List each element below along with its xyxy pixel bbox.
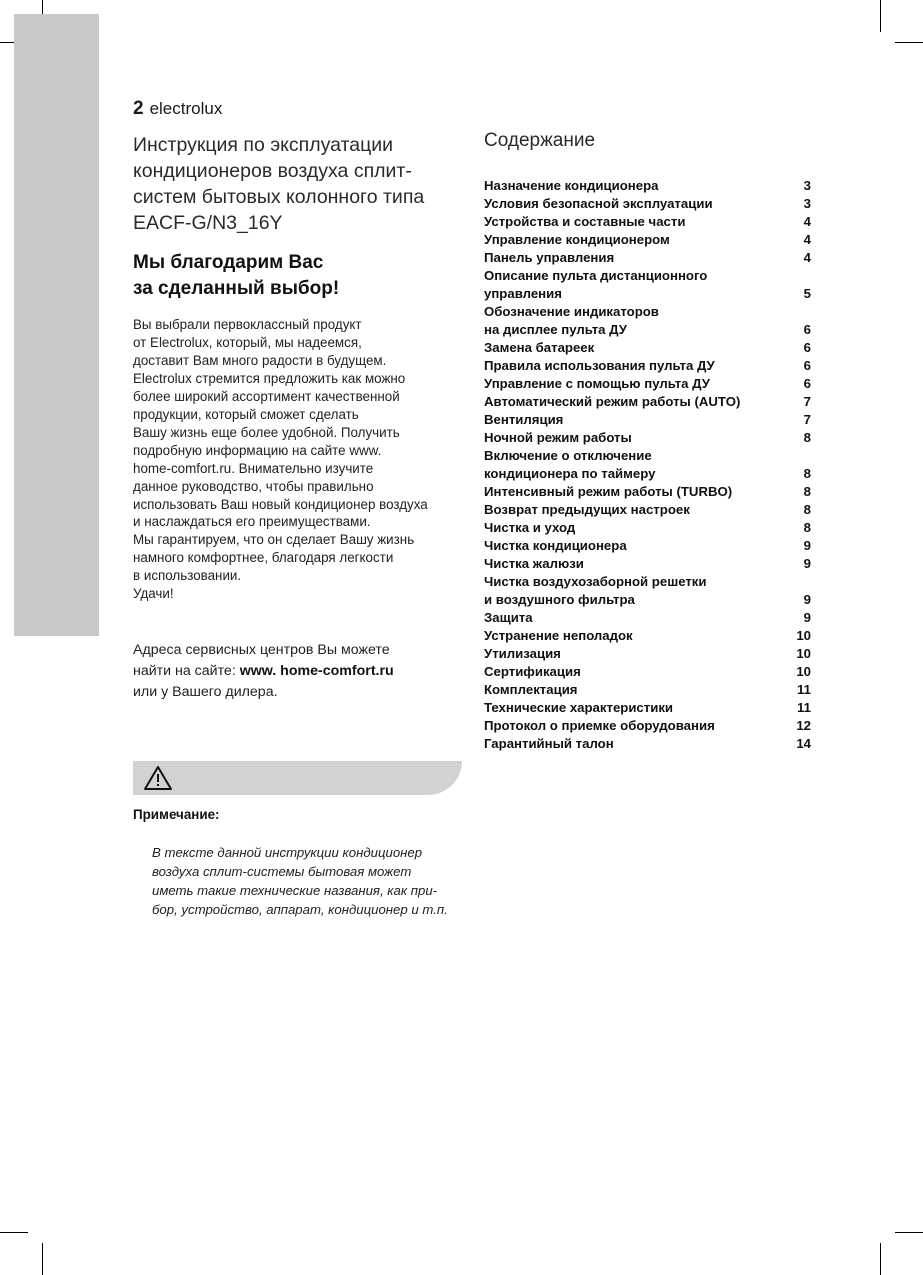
- toc-entry[interactable]: [484, 645, 811, 663]
- toc-entry-page: 10: [796, 646, 811, 661]
- toc-entry[interactable]: [484, 591, 811, 609]
- intro-line: Удачи!: [133, 586, 174, 602]
- toc-entry-page: 4: [803, 250, 811, 265]
- toc-entry-title: Автоматический режим работы (AUTO): [484, 394, 741, 409]
- toc-entry-title: Протокол о приемке оборудования: [484, 718, 715, 733]
- page-number: 2: [133, 98, 144, 119]
- toc-entry-page: 4: [803, 214, 811, 229]
- toc-entry[interactable]: [484, 429, 811, 447]
- toc-entry[interactable]: [484, 357, 811, 375]
- toc-entry[interactable]: [484, 555, 811, 573]
- toc-entry-title: Интенсивный режим работы (TURBO): [484, 484, 733, 499]
- toc-entry-title: Ночной режим работы: [484, 430, 632, 445]
- toc-entry-page: 8: [803, 502, 811, 517]
- service-line: Адреса сервисных центров Вы можете: [133, 642, 390, 658]
- side-color-bar: [14, 14, 99, 636]
- intro-line: Вы выбрали первоклассный продукт: [133, 317, 362, 332]
- toc-entry-page: 6: [803, 322, 811, 337]
- note-line: бор, устройство, аппарат, кондиционер и т.п.: [152, 902, 448, 917]
- service-line-prefix: найти на сайте:: [133, 663, 240, 679]
- service-line: [133, 661, 394, 682]
- toc-entry-title: Технические характеристики: [484, 700, 674, 715]
- toc-entry-page: 3: [803, 178, 811, 193]
- toc-entry[interactable]: [484, 411, 811, 429]
- toc-entry-title: Утилизация: [484, 646, 561, 661]
- note-label: Примечание:: [133, 807, 220, 822]
- crop-mark: [895, 42, 923, 43]
- toc-entry-page: 3: [803, 196, 811, 211]
- intro-line: более широкий ассортимент качественной: [133, 388, 400, 404]
- toc-entry-title: Обозначение индикаторов: [484, 304, 659, 319]
- toc-entry-page: 12: [796, 718, 811, 733]
- toc-entry[interactable]: [484, 447, 811, 465]
- toc-entry-page: 7: [803, 412, 811, 427]
- title-line: EACF-G/N3_16Y: [133, 212, 283, 234]
- toc-entry[interactable]: [484, 609, 811, 627]
- note-line: воздуха сплит-системы бытовая может: [152, 864, 412, 879]
- note-line: В тексте данной инструкции кондиционер: [152, 845, 423, 860]
- intro-line: home-comfort.ru. Внимательно изучите: [133, 460, 374, 476]
- toc-entry-page: 11: [797, 700, 811, 715]
- crop-mark: [880, 0, 881, 32]
- crop-mark: [0, 1232, 28, 1233]
- toc-entry-page: 6: [803, 376, 811, 391]
- intro-line: данное руководство, чтобы правильно: [133, 478, 374, 494]
- title-line: систем бытовых колонного типа: [133, 186, 425, 208]
- toc-entry-title: Устранение неполадок: [484, 628, 633, 643]
- toc-entry-title: Правила использования пульта ДУ: [484, 358, 715, 373]
- warning-band: [133, 761, 462, 795]
- toc-entry[interactable]: [484, 717, 811, 735]
- toc-entry-page: 11: [797, 682, 811, 697]
- thanks-line: Мы благодарим Вас: [133, 252, 324, 273]
- toc-entry[interactable]: [484, 537, 811, 555]
- toc-entry[interactable]: [484, 483, 811, 501]
- toc-entry[interactable]: [484, 699, 811, 717]
- toc-entry-title: кондиционера по таймеру: [484, 466, 656, 481]
- toc-entry-page: 14: [796, 736, 811, 751]
- toc-entry-title: Чистка и уход: [484, 520, 576, 535]
- toc-entry[interactable]: [484, 519, 811, 537]
- intro-line: от Electrolux, который, мы надеемся,: [133, 334, 362, 350]
- intro-line: Вашу жизнь еще более удобной. Получить: [133, 424, 400, 440]
- intro-paragraph: [133, 316, 428, 603]
- title-line: Инструкция по эксплуатации: [133, 134, 394, 156]
- toc-entry[interactable]: [484, 573, 811, 591]
- page-header: [133, 98, 222, 120]
- toc-entry-page: 8: [803, 484, 811, 499]
- service-info: [133, 640, 394, 703]
- toc-entry-page: 9: [803, 592, 811, 607]
- website-link[interactable]: www. home-comfort.ru: [239, 663, 394, 679]
- toc-entry-page: 10: [796, 628, 811, 643]
- toc-entry-page: 9: [803, 556, 811, 571]
- toc-entry[interactable]: [484, 177, 811, 195]
- toc-entry-title: Вентиляция: [484, 412, 564, 427]
- toc-entry-page: 8: [803, 430, 811, 445]
- toc-entry-page: 6: [803, 340, 811, 355]
- warning-triangle-icon: [143, 765, 173, 791]
- title-line: кондиционеров воздуха сплит-: [133, 160, 412, 182]
- toc-entry[interactable]: [484, 735, 811, 753]
- toc-entry[interactable]: [484, 501, 811, 519]
- toc-entry-title: Возврат предыдущих настроек: [484, 502, 690, 517]
- crop-mark: [42, 1243, 43, 1275]
- toc-entry-title: управления: [484, 286, 562, 301]
- toc-entry-title: Включение о отключение: [484, 448, 652, 463]
- toc-entry-title: Управление кондиционером: [484, 232, 670, 247]
- toc-entry[interactable]: [484, 303, 811, 321]
- intro-line: в использовании.: [133, 568, 242, 584]
- toc-entry-title: Защита: [484, 610, 533, 625]
- crop-mark: [895, 1232, 923, 1233]
- toc-entry[interactable]: [484, 465, 811, 483]
- toc-entry-page: 9: [803, 538, 811, 553]
- note-text: [152, 843, 448, 919]
- intro-line: доставит Вам много радости в будущем.: [133, 352, 387, 368]
- toc-entry-title: Чистка воздухозаборной решетки: [484, 574, 707, 589]
- toc-entry-page: 5: [803, 286, 811, 301]
- toc-entry[interactable]: [484, 231, 811, 249]
- toc-entry[interactable]: [484, 321, 811, 339]
- toc-entry[interactable]: [484, 393, 811, 411]
- toc-entry[interactable]: [484, 213, 811, 231]
- toc-entry[interactable]: [484, 681, 811, 699]
- toc-entry[interactable]: [484, 663, 811, 681]
- toc-entry-title: Назначение кондиционера: [484, 178, 659, 193]
- toc-entry-title: Сертификация: [484, 664, 581, 679]
- toc-entry-title: Устройства и составные части: [484, 214, 686, 229]
- service-line: или у Вашего дилера.: [133, 684, 278, 700]
- toc-entry-page: 7: [803, 394, 811, 409]
- toc-entry[interactable]: [484, 339, 811, 357]
- toc-entry-page: 4: [803, 232, 811, 247]
- document-title: [133, 132, 463, 236]
- intro-line: использовать Ваш новый кондиционер воздуха: [133, 496, 428, 512]
- intro-line: и наслаждаться его преимуществами.: [133, 514, 371, 530]
- toc-entry-title: Чистка жалюзи: [484, 556, 584, 571]
- toc-entry-title: Замена батареек: [484, 340, 595, 355]
- thanks-heading: [133, 250, 339, 302]
- note-line: иметь такие технические названия, как при-: [152, 883, 438, 898]
- toc-entry-title: Гарантийный талон: [484, 736, 614, 751]
- intro-line: подробную информацию на сайте www.: [133, 442, 382, 458]
- toc-entry-page: 8: [803, 520, 811, 535]
- toc-entry[interactable]: [484, 285, 811, 303]
- toc-entry[interactable]: [484, 195, 811, 213]
- thanks-line: за сделанный выбор!: [133, 278, 340, 299]
- toc-entry[interactable]: [484, 375, 811, 393]
- intro-line: Мы гарантируем, что он сделает Вашу жизнь: [133, 532, 415, 548]
- toc-entry-page: 8: [803, 466, 811, 481]
- table-of-contents: [484, 177, 811, 753]
- toc-entry-title: Панель управления: [484, 250, 615, 265]
- toc-entry[interactable]: [484, 267, 811, 285]
- toc-entry[interactable]: [484, 249, 811, 267]
- intro-line: продукции, который сможет сделать: [133, 406, 359, 422]
- toc-entry-title: и воздушного фильтра: [484, 592, 635, 607]
- toc-entry-title: Условия безопасной эксплуатации: [484, 196, 713, 211]
- toc-entry-title: Чистка кондиционера: [484, 538, 627, 553]
- toc-entry-page: 6: [803, 358, 811, 373]
- toc-entry-title: на дисплее пульта ДУ: [484, 322, 627, 337]
- toc-entry-title: Управление с помощью пульта ДУ: [484, 376, 710, 391]
- toc-entry-title: Описание пульта дистанционного: [484, 268, 708, 283]
- intro-line: намного комфортнее, благодаря легкости: [133, 550, 394, 566]
- toc-entry-page: 9: [803, 610, 811, 625]
- intro-line: Electrolux стремится предложить как можно: [133, 370, 406, 386]
- toc-heading: Содержание: [484, 130, 596, 151]
- toc-entry-title: Комплектация: [484, 682, 578, 697]
- toc-entry[interactable]: [484, 627, 811, 645]
- brand-name: electrolux: [149, 99, 223, 118]
- crop-mark: [880, 1243, 881, 1275]
- toc-entry-page: 10: [796, 664, 811, 679]
